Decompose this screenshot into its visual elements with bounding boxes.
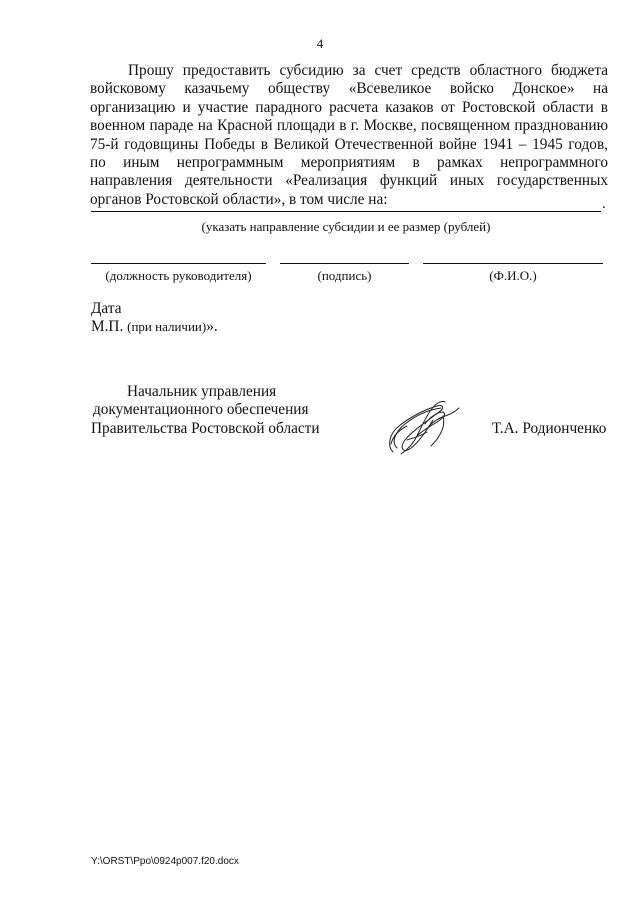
- stamp-end: ».: [206, 318, 218, 335]
- subsidy-caption: (указать направление субсидии и ее размер (рублей): [201, 219, 491, 234]
- date-label: Дата: [91, 300, 122, 317]
- stamp-note: (при наличии): [127, 319, 207, 334]
- chief-title-line-3: Правительства Ростовской области: [91, 419, 320, 437]
- signer-name: Т.А. Родионченко: [492, 420, 607, 437]
- chief-title-block: [91, 383, 341, 438]
- subsidy-fill-line: [91, 211, 601, 212]
- request-paragraph: Прошу предоставить субсидию за счет средств областного бюджета войсковому казачьему обществу «Всевеликое войско Донское» на организацию и участие парадного расчета казаков от Ростовской области в военном параде на Красной площади в г. Москве, посвященном празднованию 75-й годовщины Победы в Великой Отечественной войне 1941 – 1945 годов, по иным непрограммным мероприятиям в рамках непрограммного направления деятельности «Реализация функций иных государственных органов Ростовской области», в том числе на:: [90, 62, 608, 208]
- stamp-line: [91, 318, 218, 336]
- page-number: 4: [316, 36, 324, 51]
- position-line: [91, 263, 266, 264]
- chief-title-line-2: документационного обеспечения: [93, 401, 309, 419]
- fill-line-end: .: [602, 196, 606, 212]
- signature-line: [280, 263, 409, 264]
- position-caption: (должность руководителя): [105, 268, 252, 283]
- signature-caption: (подпись): [317, 268, 372, 283]
- handwritten-signature: [383, 396, 465, 460]
- name-caption: (Ф.И.О.): [489, 268, 537, 283]
- chief-title-line-1: Начальник управления: [127, 383, 277, 400]
- file-path: Y:\ORST\Ppo\0924p007.f20.docx: [91, 856, 239, 867]
- stamp-label: М.П.: [91, 318, 124, 335]
- name-line: [423, 263, 603, 264]
